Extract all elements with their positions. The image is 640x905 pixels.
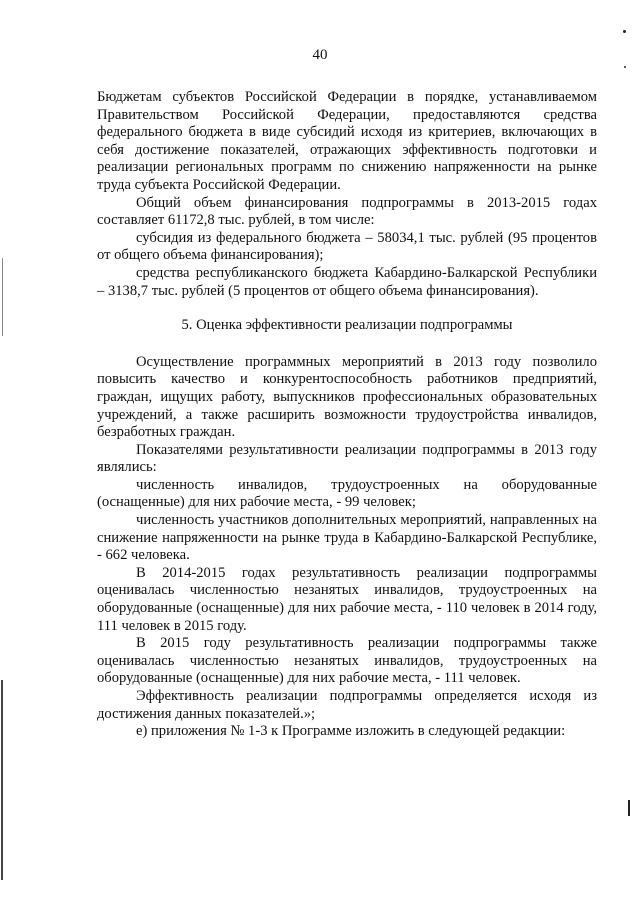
paragraph-efficiency: Эффективность реализации подпрограммы определяется исходя из достижения данных показателей.»;: [97, 688, 597, 722]
scan-margin-line: [1, 680, 3, 880]
paragraph-federal-subsidy: субсидия из федерального бюджета – 58034,1 тыс. рублей (95 процентов от общего объема финансирования);: [97, 229, 597, 264]
document-body: [97, 89, 597, 741]
scan-speck: [623, 30, 626, 33]
paragraph-additional-participants: численность участников дополнительных мероприятий, направленных на снижение напряженности на рынке труда в Кабардино-Балкарской Республике, - 662 человека.: [97, 512, 597, 564]
paragraph-results-2014-2015: В 2014-2015 годах результативность реализации подпрограммы оценивалась численностью незанятых инвалидов, трудоустроенных на оборудованные (оснащенные) для них рабочие места, - 110 человек в 2014 году, 111 человек в 2015 году.: [97, 564, 597, 634]
scan-speck: [628, 800, 630, 816]
page-number: 40: [312, 47, 328, 63]
scan-margin-line: [2, 258, 3, 336]
paragraph-appendices: е) приложения № 1-3 к Программе изложить в следующей редакции:: [136, 723, 566, 740]
paragraph-indicators-2013: Показателями результативности реализации подпрограммы в 2013 году являлись:: [97, 441, 597, 476]
scan-speck: [624, 66, 626, 68]
paragraph-total-funding: Общий объем финансирования подпрограммы в 2013-2015 годах составляет 61172,8 тыс. рублей, в том числе:: [97, 194, 597, 229]
paragraph-disabled-employed: численность инвалидов, трудоустроенных на оборудованные (оснащенные) для них рабочие места, - 99 человек;: [97, 476, 597, 511]
section-heading: 5. Оценка эффективности реализации подпрограммы: [181, 317, 513, 334]
paragraph-republic-budget: средства республиканского бюджета Кабардино-Балкарской Республики – 3138,7 тыс. рублей (5 процентов от общего объема финансирования).: [97, 264, 597, 299]
paragraph-subsidies-intro: Бюджетам субъектов Российской Федерации в порядке, устанавливаемом Правительством Российской Федерации, предоставляются средства федерального бюджета в виде субсидий исходя из критериев, включающих в себя достижение показателей, отражающих эффективность подготовки и реализации региональных программ по снижению напряженности на рынке труда субъекта Российской Федерации.: [97, 89, 597, 193]
paragraph-results-2015: В 2015 году результативность реализации подпрограммы также оценивалась численностью незанятых инвалидов, трудоустроенных на оборудованные (оснащенные) для них рабочие места, - 111 человек.: [97, 635, 597, 687]
paragraph-program-results: Осуществление программных мероприятий в 2013 году позволило повысить качество и конкурентоспособность работников предприятий, граждан, ищущих работу, выпускников профессиональных образовательных учреждений, а также расширить возможности трудоустройства инвалидов, безработных граждан.: [97, 353, 597, 441]
